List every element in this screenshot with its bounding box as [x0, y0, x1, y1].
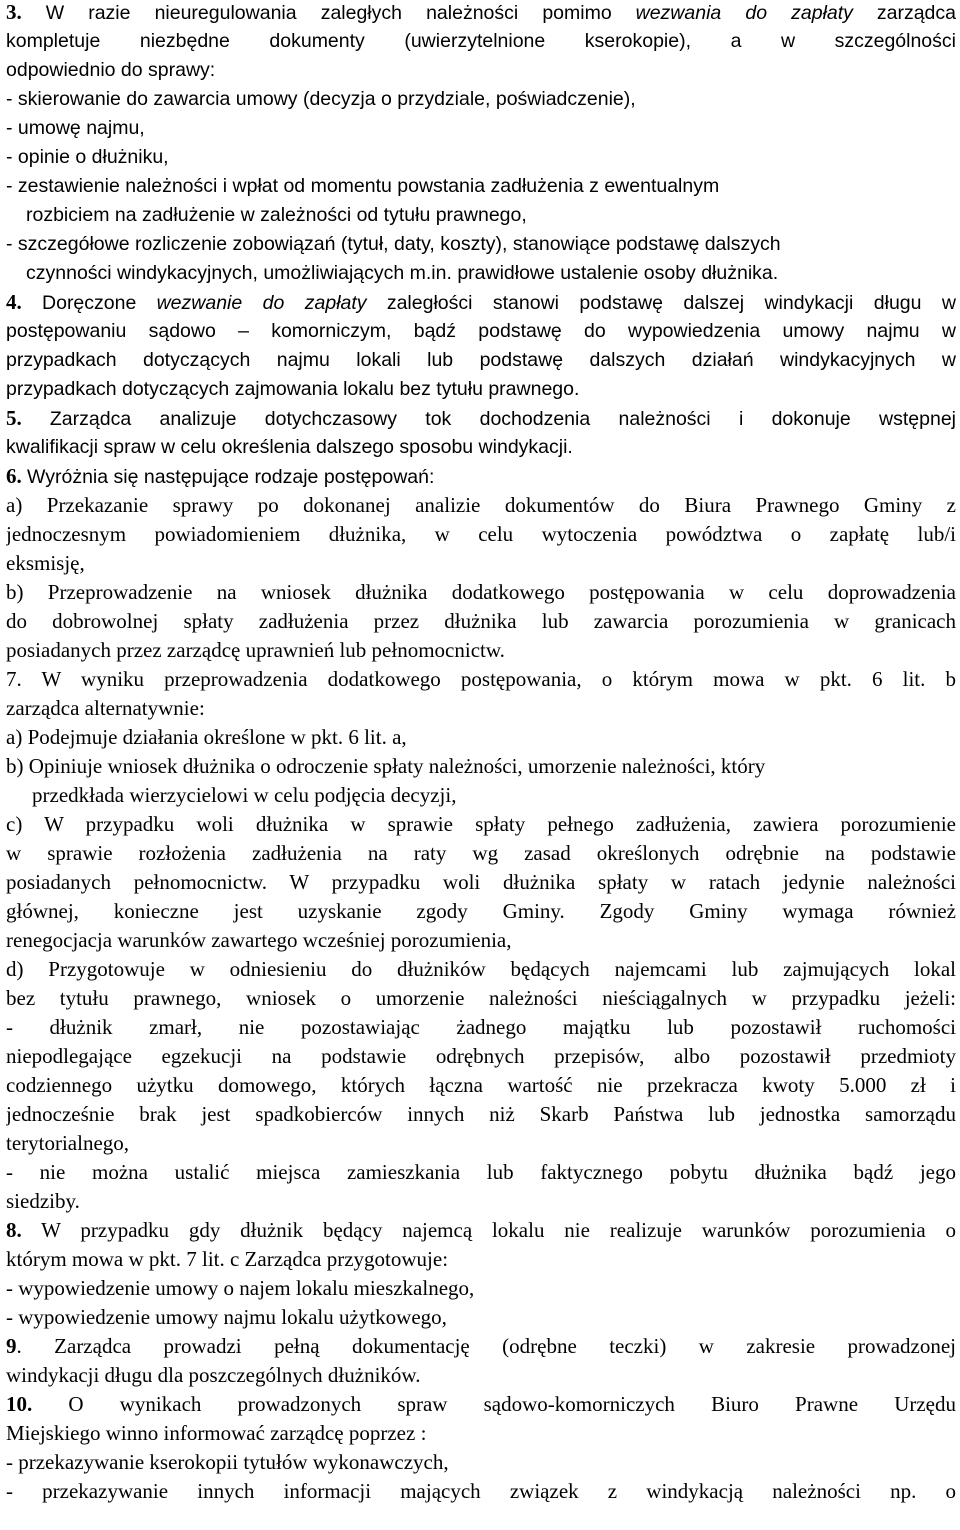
p8-line: - wypowiedzenie umowy najmu lokalu użytkowego,	[6, 1305, 447, 1329]
p8-number: 8.	[6, 1218, 22, 1242]
p4-line-2: postępowaniu sądowo – komorniczym, bądź podstawę do wypowiedzenia umowy najmu w	[6, 320, 956, 342]
p7-line: posiadanych pełnomocnictw. W przypadku woli dłużnika spłaty w ratach jedynie należności	[6, 870, 956, 894]
p3-number: 3.	[6, 0, 22, 24]
p3-line-1	[6, 0, 956, 27]
p6-number: 6.	[6, 464, 22, 488]
p7-line: c) W przypadku woli dłużnika w sprawie spłaty pełnego zadłużenia, zawiera porozumienie	[6, 812, 956, 836]
p7-line: d) Przygotowuje w odniesieniu do dłużników będących najemcami lub zajmujących lokal	[6, 957, 956, 981]
p7-line: w sprawie rozłożenia zadłużenia na raty wg zasad określonych odrębnie na podstawie	[6, 841, 956, 865]
p6-line-1	[6, 462, 956, 491]
p7-line: niepodlegające egzekucji na podstawie odrębnych przepisów, albo pozostawił przedmioty	[6, 1044, 956, 1068]
p3-item: - opinie o dłużniku,	[6, 146, 169, 168]
p3-item: czynności windykacyjnych, umożliwiających m.in. prawidłowe ustalenie osoby dłużnika.	[26, 262, 779, 284]
p6-line: posiadanych przez zarządcę uprawnień lub pełnomocnictw.	[6, 638, 505, 662]
p7-line: jednocześnie brak jest spadkobierców innych niż Skarb Państwa lub jednostka samorządu	[6, 1102, 956, 1126]
p10-text: O wynikach prowadzonych spraw sądowo-komorniczych Biuro Prawne Urzędu	[68, 1392, 956, 1416]
p7-line: 7. W wyniku przeprowadzenia dodatkowego postępowania, o którym mowa w pkt. 6 lit. b	[6, 667, 956, 691]
p3-item: - szczegółowe rozliczenie zobowiązań (tytuł, daty, koszty), stanowiące podstawę dalszych	[6, 233, 781, 255]
p4-italic-term: wezwanie do zapłaty	[156, 292, 367, 314]
p7-line: bez tytułu prawnego, wniosek o umorzenie należności nieściągalnych w przypadku jeżeli:	[6, 986, 956, 1010]
p5-number: 5.	[6, 406, 22, 430]
p7-line: siedziby.	[6, 1189, 80, 1213]
p6-line: a) Przekazanie sprawy po dokonanej analizie dokumentów do Biura Prawnego Gminy z	[6, 493, 956, 517]
p7-line: przedkłada wierzycielowi w celu podjęcia decyzji,	[32, 783, 457, 807]
p3-line-2: kompletuje niezbędne dokumenty (uwierzytelnione kserokopie), a w szczególności	[6, 30, 956, 52]
p6-line: do dobrowolnej spłaty zadłużenia przez dłużnika lub zawarcia porozumienia w granicach	[6, 609, 956, 633]
p4-line-1	[6, 288, 956, 317]
p7-line: codziennego użytku domowego, których łączna wartość nie przekracza kwoty 5.000 zł i	[6, 1073, 956, 1097]
p3-italic-term: wezwania do zapłaty	[635, 2, 853, 24]
p3-item: - umowę najmu,	[6, 117, 145, 139]
p10-line-1	[6, 1390, 956, 1419]
p4-line-4: przypadkach dotyczących zajmowania lokalu bez tytułu prawnego.	[6, 378, 580, 400]
p7-line: zarządca alternatywnie:	[6, 696, 205, 720]
p3-item: - zestawienie należności i wpłat od momentu powstania zadłużenia z ewentualnym	[6, 175, 720, 197]
p7-line: terytorialnego,	[6, 1131, 130, 1155]
p6-line: jednoczesnym powiadomieniem dłużnika, w celu wytoczenia powództwa o zapłatę lub/i	[6, 522, 956, 546]
p10-line: Miejskiego winno informować zarządcę poprzez :	[6, 1421, 427, 1445]
p7-line: b) Opiniuje wniosek dłużnika o odroczenie spłaty należności, umorzenie należności, który	[6, 754, 766, 778]
p8-line: - wypowiedzenie umowy o najem lokalu mieszkalnego,	[6, 1276, 475, 1300]
p8-line: którym mowa w pkt. 7 lit. c Zarządca przygotowuje:	[6, 1247, 449, 1271]
p9-text: . Zarządca prowadzi pełną dokumentację (odrębne teczki) w zakresie prowadzonej	[16, 1334, 956, 1358]
p8-text: W przypadku gdy dłużnik będący najemcą lokalu nie realizuje warunków porozumienia o	[41, 1218, 956, 1242]
p5-line-1	[6, 404, 956, 433]
p4-text: Doręczone	[42, 292, 137, 314]
p3-item: rozbiciem na zadłużenie w zależności od tytułu prawnego,	[26, 204, 527, 226]
p6-line: eksmisję,	[6, 551, 85, 575]
p3-item: - skierowanie do zawarcia umowy (decyzja o przydziale, poświadczenie),	[6, 88, 636, 110]
p10-number: 10.	[6, 1392, 33, 1416]
p3-text-end: zarządca	[876, 2, 956, 24]
p4-number: 4.	[6, 290, 22, 314]
p5-line-2: kwalifikacji spraw w celu określenia dalszego sposobu windykacji.	[6, 436, 573, 458]
p10-line: - przekazywanie innych informacji mających związek z windykacją należności np. o	[6, 1479, 956, 1503]
p9-line-2: windykacji długu dla poszczególnych dłużników.	[6, 1363, 421, 1387]
p4-text-end: zaległości stanowi podstawę dalszej windykacji długu w	[386, 292, 956, 314]
p7-line: a) Podejmuje działania określone w pkt. 6 lit. a,	[6, 725, 407, 749]
p10-line: - przekazywanie kserokopii tytułów wykonawczych,	[6, 1450, 449, 1474]
p7-line: głównej, konieczne jest uzyskanie zgody Gminy. Zgody Gminy wymaga również	[6, 899, 956, 923]
p3-text: W razie nieuregulowania zaległych należności pomimo	[45, 2, 612, 24]
p9-line-1	[6, 1332, 956, 1361]
p7-line: renegocjacja warunków zawartego wcześniej porozumienia,	[6, 928, 512, 952]
p5-text: Zarządca analizuje dotychczasowy tok dochodzenia należności i dokonuje wstępnej	[49, 408, 956, 430]
p7-line: - nie można ustalić miejsca zamieszkania lub faktycznego pobytu dłużnika bądź jego	[6, 1160, 956, 1184]
p8-line-1	[6, 1216, 956, 1245]
p9-number: 9	[6, 1334, 17, 1358]
p6-text: Wyróżnia się następujące rodzaje postępowań:	[27, 466, 435, 488]
p4-line-3: przypadkach dotyczących najmu lokali lub podstawę dalszych działań windykacyjnych w	[6, 349, 956, 371]
p7-line: - dłużnik zmarł, nie pozostawiając żadnego majątku lub pozostawił ruchomości	[6, 1015, 956, 1039]
p6-line: b) Przeprowadzenie na wniosek dłużnika dodatkowego postępowania w celu doprowadzenia	[6, 580, 956, 604]
p3-line-3: odpowiednio do sprawy:	[6, 59, 216, 81]
